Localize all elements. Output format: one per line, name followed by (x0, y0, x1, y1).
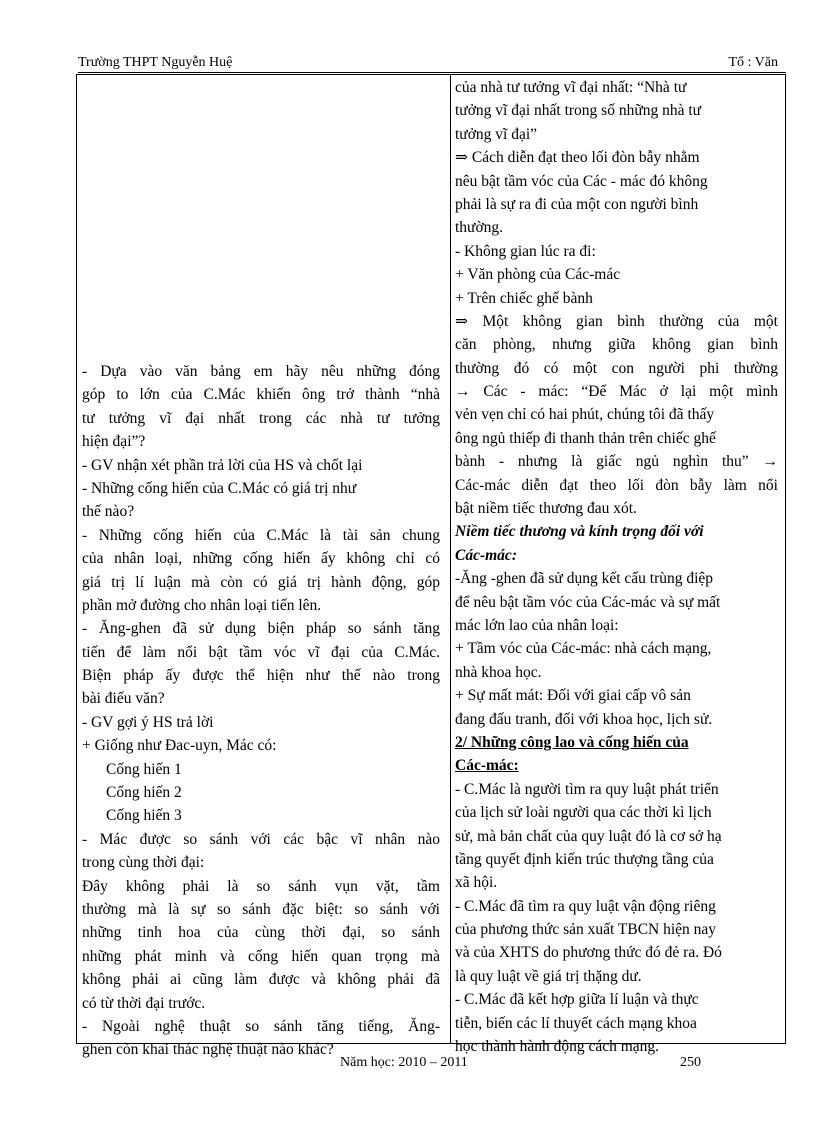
left-column-line: Biện pháp ấy được thể hiện như thế nào trong (82, 667, 440, 685)
right-column-line: Các-mác: (455, 546, 517, 564)
page-number: 250 (680, 1055, 701, 1070)
right-column-line: bật niềm tiếc thương đau xót. (455, 500, 637, 518)
left-column-line: - Dựa vào văn bảng em hãy nêu những đóng (82, 363, 440, 380)
teacher-activity-column (82, 360, 440, 1062)
lesson-content-column (455, 76, 778, 1058)
right-column-line: học thành hành động cách mạng. (455, 1038, 660, 1056)
right-column-line: thường. (455, 219, 504, 237)
right-column-line: phải là sự ra đi của một con người bình (455, 195, 699, 213)
right-column-line: vẻn vẹn chỉ có hai phút, chúng tôi đã thấy (455, 406, 715, 424)
left-column-line: - Những cống hiến của C.Mác có giá trị như (82, 479, 357, 497)
right-column-line: 2/ Những công lao và cống hiến của (455, 733, 689, 751)
left-column-line: hiện đại”? (82, 433, 146, 451)
right-column-line: sử, mà bản chất của quy luật đó là cơ sở hạ (455, 827, 722, 845)
right-column-line: bành - nhưng là giấc ngủ nghìn thu” → (455, 453, 778, 471)
right-column-line: - Không gian lúc ra đi: (455, 242, 596, 260)
right-column-line: nêu bật tầm vóc của Các - mác đó không (455, 172, 708, 190)
left-column-line: góp to lớn của C.Mác khiến ông trở thành “nhà (82, 386, 440, 404)
left-column-line: tiến để làm nổi bật tầm vóc vĩ đại của C.Mác. (82, 643, 440, 661)
right-column-line: - C.Mác là người tìm ra quy luật phát triển (455, 780, 719, 798)
left-column-line: trong cùng thời đại: (82, 854, 205, 872)
left-column-line: những tinh hoa của cùng thời đại, so sánh (82, 924, 440, 942)
right-column-line: để nêu bật tầm vóc của Các-mác và sự mất (455, 593, 721, 611)
right-column-line: mác lớn lao của nhân loại: (455, 616, 619, 634)
right-column-line: tiễn, biến các lí thuyết cách mạng khoa (455, 1014, 697, 1032)
right-column-line: Các-mác diễn đạt theo lối đòn bẫy làm nổi (455, 476, 778, 494)
right-column-line: + Văn phòng của Các-mác (455, 266, 621, 284)
right-column-line: của lịch sử loài người qua các thời kì lịch (455, 804, 712, 822)
right-column-line: ông ngủ thiếp đi thanh thản trên chiếc ghế (455, 429, 716, 447)
right-column-line: + Trên chiếc ghế bành (455, 289, 593, 307)
left-column-line: - Những cống hiến của C.Mác là tài sản chung (82, 526, 440, 544)
left-column-line: - Mác được so sánh với các bậc vĩ nhân nào (82, 830, 440, 848)
school-year: Năm học: 2010 – 2011 (340, 1055, 468, 1070)
left-column-line: bài điếu văn? (82, 690, 165, 708)
page-header (78, 54, 786, 72)
right-column-line: ⇒ Một không gian bình thường của một (455, 312, 778, 330)
right-column-line: và của XHTS do phương thức đó đẻ ra. Đó (455, 944, 722, 962)
left-column-line: Cống hiến 2 (106, 784, 182, 802)
right-column-line: Các-mác: (455, 757, 519, 775)
left-column-line: tư tưởng vĩ đại nhất trong các nhà tư tưởng (82, 409, 440, 427)
right-column-line: tưởng vĩ đại nhất trong số những nhà tư (455, 102, 702, 120)
right-column-line: -Ăng -ghen đã sử dụng kết cấu trùng điệp (455, 570, 714, 588)
right-column-line: tưởng vĩ đại” (455, 125, 538, 143)
right-column-line: + Sự mất mát: Đối với giai cấp vô sản (455, 687, 691, 705)
right-column-line: - C.Mác đã tìm ra quy luật vận động riêng (455, 897, 716, 915)
left-column-line: - GV gợi ý HS trả lời (82, 713, 214, 731)
left-column-line: - Ngoài nghệ thuật so sánh tăng tiếng, Ăng- (82, 1017, 440, 1035)
right-column-line: xã hội. (455, 874, 498, 892)
left-column-line: những phát minh và cống hiến quan trọng mà (82, 947, 440, 965)
left-column-line: Đây không phải là so sánh vụn vặt, tầm (82, 877, 440, 895)
left-column-line: Cống hiến 1 (106, 760, 182, 778)
left-column-line: phần mở đường cho nhân loại tiến lên. (82, 596, 322, 614)
left-column-line: ghen còn khai thác nghệ thuật nào khác? (82, 1041, 334, 1059)
left-column-line: - Ăng-ghen đã sử dụng biện pháp so sánh tăng (82, 620, 440, 638)
header-rule (78, 72, 786, 73)
school-name: Trường THPT Nguyễn Huệ (78, 55, 233, 70)
left-column-line: có từ thời đại trước. (82, 994, 206, 1012)
column-divider (450, 75, 451, 1043)
department-name: Tổ : Văn (728, 55, 778, 70)
right-column-line: của nhà tư tưởng vĩ đại nhất: “Nhà tư (455, 79, 687, 96)
left-column-line: Cống hiến 3 (106, 807, 182, 825)
right-column-line: là quy luật về giá trị thặng dư. (455, 967, 642, 985)
left-column-line: của nhân loại, những cống hiến ấy không chỉ có (82, 550, 440, 568)
left-column-line: thường mà là sự so sánh đặc biệt: so sánh với (82, 900, 440, 918)
left-column-line: giá trị lí luận mà còn có giá trị hành động, góp (82, 573, 440, 591)
right-column-line: - C.Mác đã kết hợp giữa lí luận và thực (455, 991, 699, 1009)
left-column-line: không phải ai cũng làm được và không phải đã (82, 971, 440, 989)
right-column-line: thường đó có một con người phi thường (455, 359, 778, 377)
right-column-line: của phương thức sản xuất TBCN hiện nay (455, 921, 717, 939)
right-column-line: căn phòng, nhưng giữa không gian bình (455, 336, 778, 354)
right-column-line: nhà khoa học. (455, 663, 542, 681)
left-column-line: + Giống như Đac-uyn, Mác có: (82, 737, 277, 755)
right-column-line: đang đấu tranh, đối với khoa học, lịch sử. (455, 710, 713, 728)
right-column-line: tầng quyết định kiến trúc thượng tầng của (455, 850, 714, 868)
right-column-line: + Tầm vóc của Các-mác: nhà cách mạng, (455, 640, 712, 658)
left-column-line: thế nào? (82, 503, 135, 521)
right-column-line: ⇒ Cách diễn đạt theo lối đòn bẫy nhằm (455, 149, 700, 167)
right-column-line: → Các - mác: “Để Mác ở lại một mình (455, 383, 778, 401)
right-column-line: Niềm tiếc thương và kính trọng đối với (455, 523, 704, 541)
left-column-line: - GV nhận xét phần trả lời của HS và chốt lại (82, 456, 363, 474)
